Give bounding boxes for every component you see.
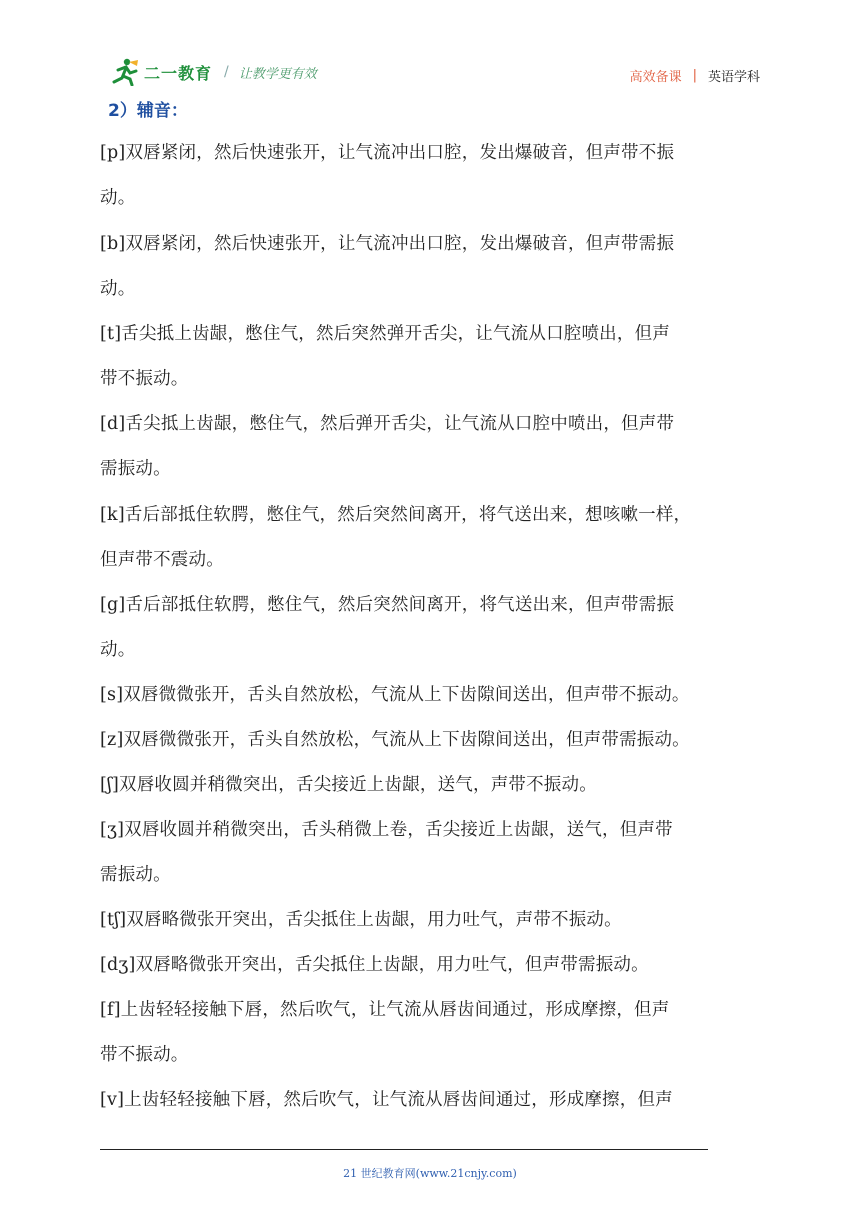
- footer-text: 21 世纪教育网(www.21cnjy.com): [343, 1167, 517, 1180]
- text-line: 需振动。: [100, 865, 171, 885]
- text-line: 但声带不震动。: [100, 550, 224, 570]
- text-line: [ʒ]双唇收圆并稍微突出，舌头稍微上卷，舌尖接近上齿龈，送气，但声带: [100, 820, 673, 840]
- text-line: 带不振动。: [100, 369, 189, 389]
- header-separator: |: [692, 68, 697, 83]
- text-line: [ʃ]双唇收圆并稍微突出，舌尖接近上齿龈，送气，声带不振动。: [100, 775, 597, 795]
- footer-rule: [100, 1149, 708, 1150]
- logo-text: 二一教育: [144, 63, 213, 83]
- text-line: [tʃ]双唇略微张开突出，舌尖抵住上齿龈，用力吐气，声带不振动。: [100, 910, 622, 930]
- text-line: [p]双唇紧闭，然后快速张开，让气流冲出口腔，发出爆破音，但声带不振: [100, 143, 675, 163]
- header-tag: 高效备课: [629, 70, 682, 85]
- logo: [110, 58, 317, 86]
- text-line: [z]双唇微微张开，舌头自然放松，气流从上下齿隙间送出，但声带需振动。: [100, 730, 690, 750]
- text-line: [k]舌后部抵住软腭，憋住气，然后突然间离开，将气送出来，想咳嗽一样，: [100, 505, 692, 525]
- runner-logo-icon: [110, 58, 140, 86]
- text-line: [d]舌尖抵上齿龈，憋住气，然后弹开舌尖，让气流从口腔中喷出，但声带: [100, 414, 675, 434]
- text-line: [f]上齿轻轻接触下唇，然后吹气，让气流从唇齿间通过，形成摩擦，但声: [100, 1000, 670, 1020]
- text-line: [b]双唇紧闭，然后快速张开，让气流冲出口腔，发出爆破音，但声带需振: [100, 234, 675, 254]
- logo-divider: /: [224, 64, 229, 80]
- text-line: 动。: [100, 640, 136, 660]
- section-title: 2）辅音：: [108, 101, 188, 121]
- text-line: 动。: [100, 188, 136, 208]
- header-right: [630, 66, 760, 85]
- text-line: [v]上齿轻轻接触下唇，然后吹气，让气流从唇齿间通过，形成摩擦，但声: [100, 1090, 673, 1110]
- page-header: [110, 58, 760, 92]
- text-line: [t]舌尖抵上齿龈，憋住气，然后突然弹开舌尖，让气流从口腔喷出，但声: [100, 324, 670, 344]
- text-line: 带不振动。: [100, 1045, 189, 1065]
- header-subject: 英语学科: [707, 70, 760, 85]
- text-line: [g]舌后部抵住软腭，憋住气，然后突然间离开，将气送出来，但声带需振: [100, 595, 675, 615]
- slogan: 让教学更有效: [238, 66, 317, 82]
- text-line: 动。: [100, 279, 136, 299]
- text-line: [dʒ]双唇略微张开突出，舌尖抵住上齿龈，用力吐气，但声带需振动。: [100, 955, 649, 975]
- text-line: [s]双唇微微张开，舌头自然放松，气流从上下齿隙间送出，但声带不振动。: [100, 685, 690, 705]
- text-line: 需振动。: [100, 459, 171, 479]
